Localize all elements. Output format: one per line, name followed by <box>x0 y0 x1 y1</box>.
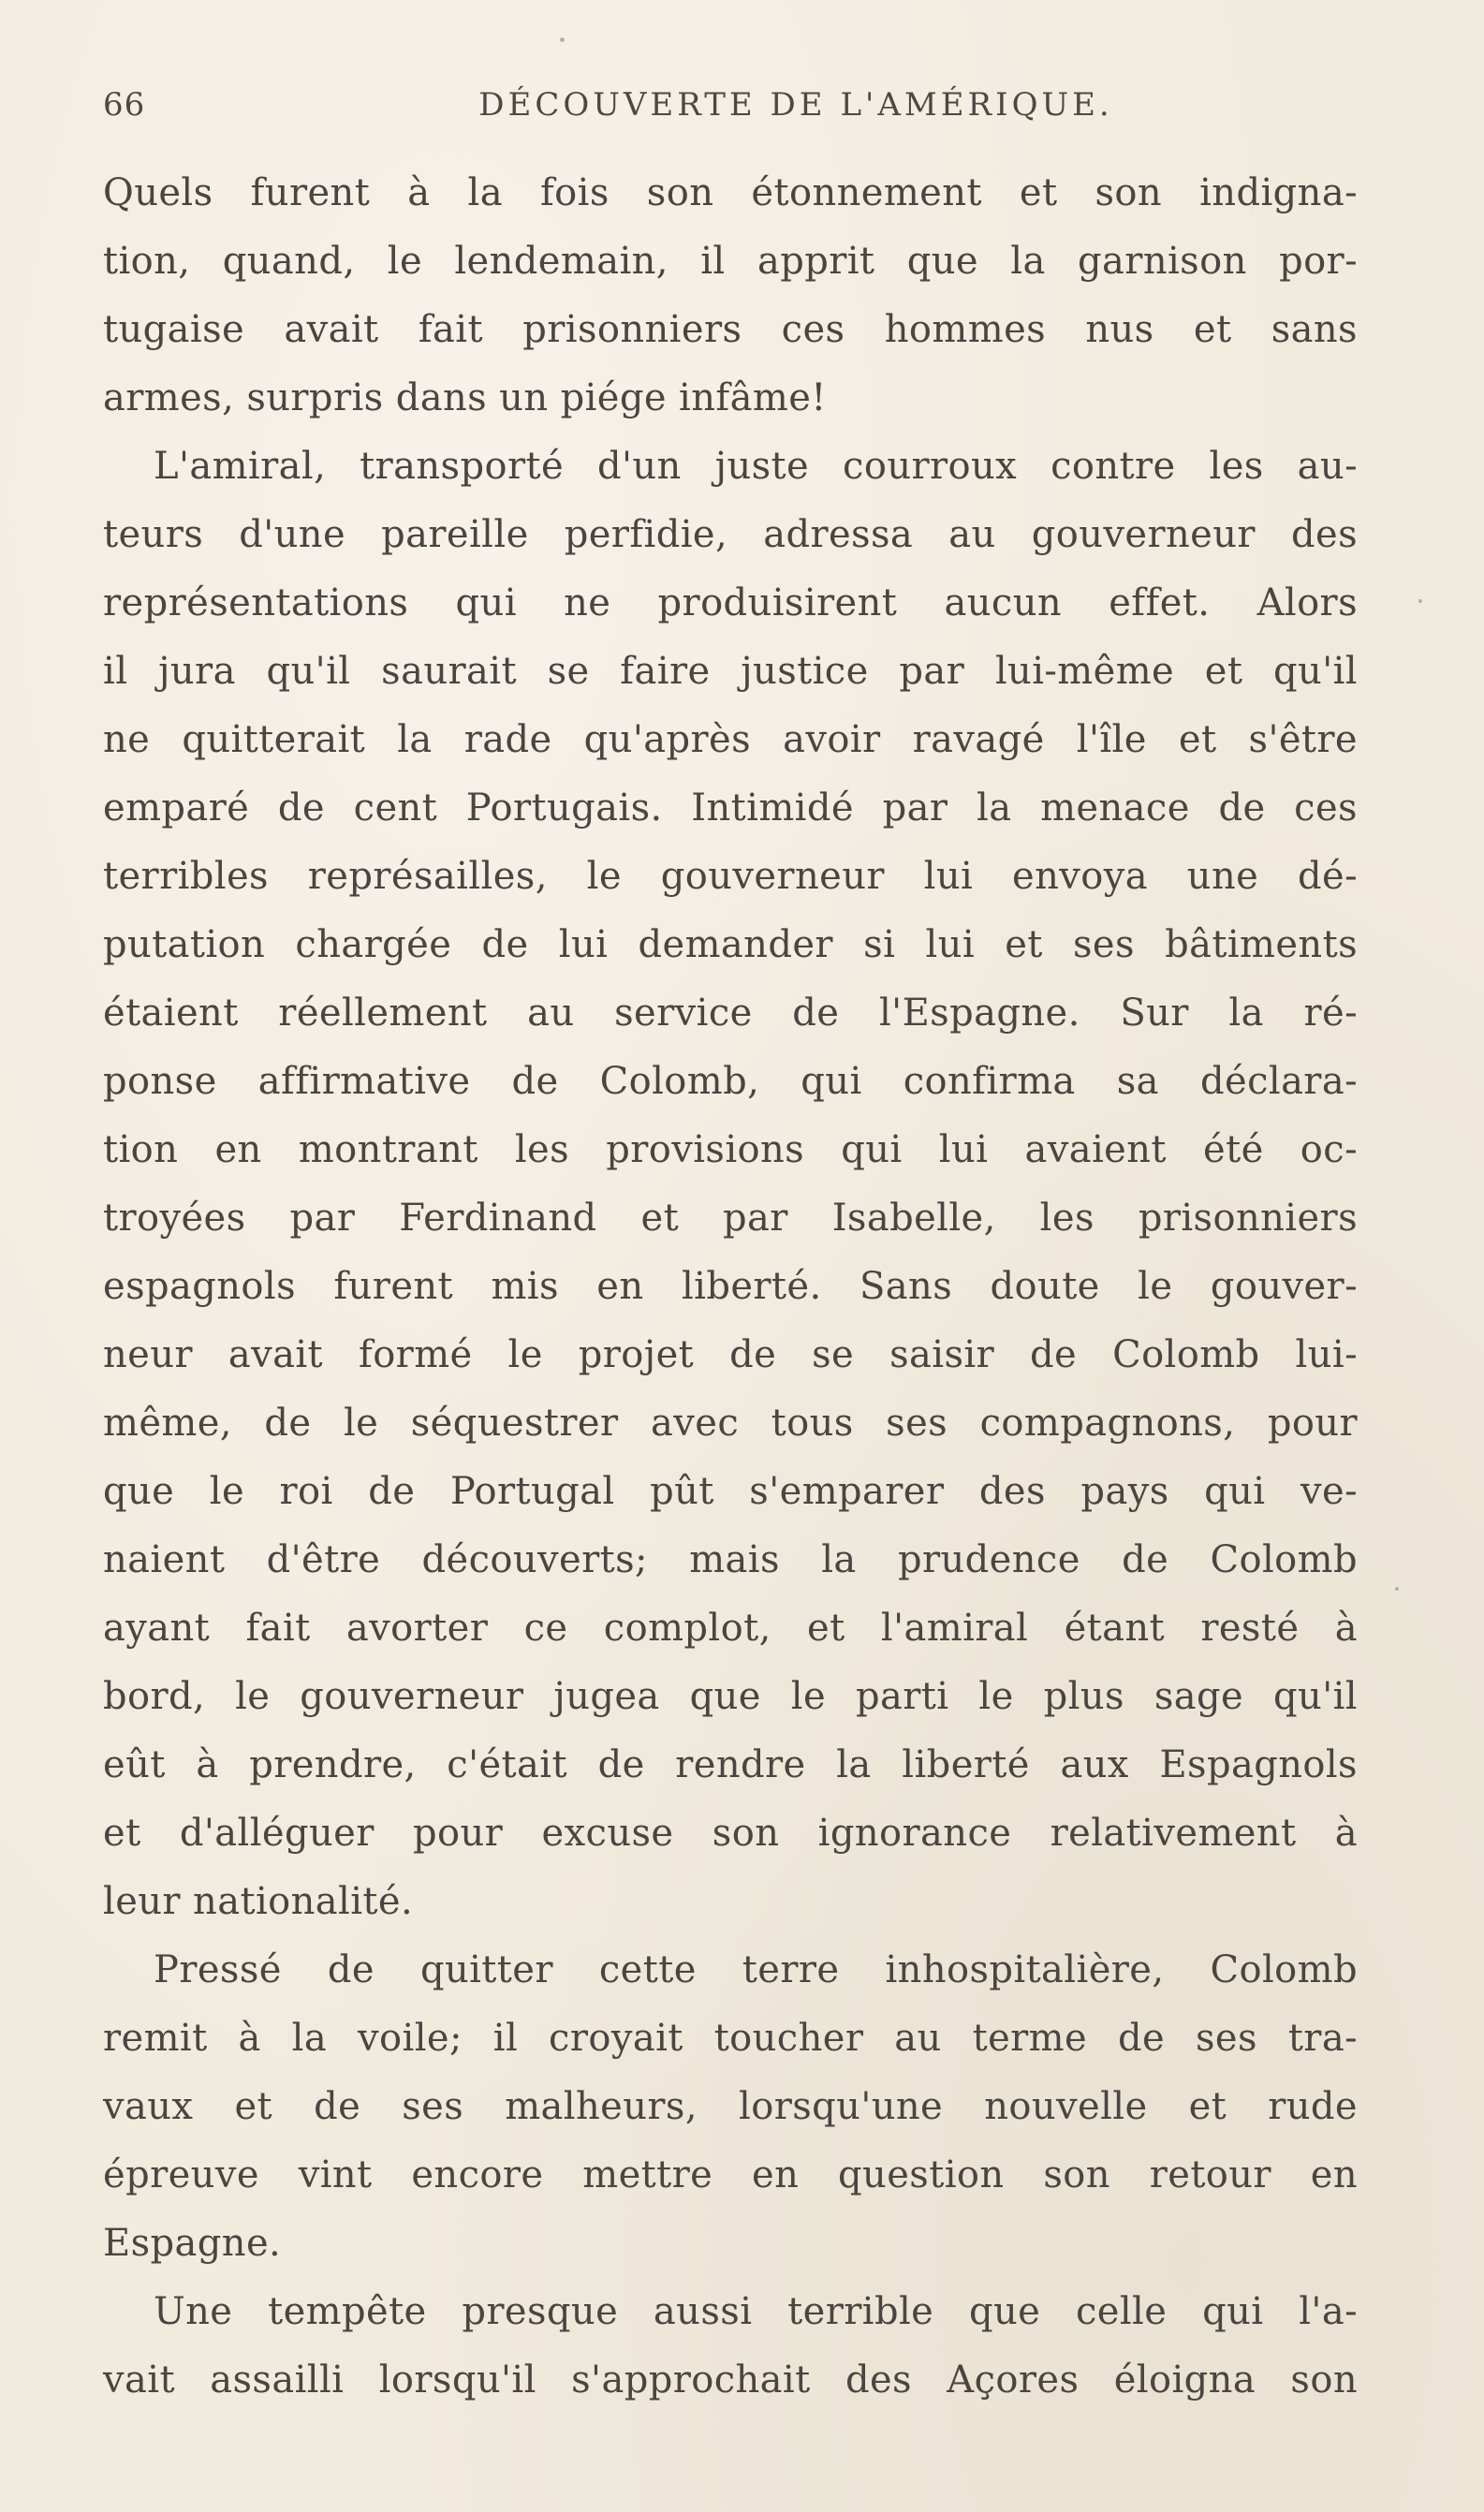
text-line: neur avait formé le projet de se saisir de Colomb lui- <box>103 1333 1358 1376</box>
text-line: que le roi de Portugal pût s'emparer des pays qui ve- <box>103 1470 1358 1513</box>
page-header <box>103 86 1358 142</box>
text-line: même, de le séquestrer avec tous ses compagnons, pour <box>103 1402 1358 1445</box>
text-line: tugaise avait fait prisonniers ces hommes nus et sans <box>103 308 1358 351</box>
running-title: DÉCOUVERTE DE L'AMÉRIQUE. <box>478 86 1113 124</box>
text-line: espagnols furent mis en liberté. Sans doute le gouver- <box>103 1265 1358 1308</box>
text-line: épreuve vint encore mettre en question son retour en <box>103 2153 1358 2196</box>
text-line: tion, quand, le lendemain, il apprit que la garnison por- <box>103 240 1358 283</box>
body-text <box>103 159 1358 2415</box>
text-line: armes, surpris dans un piége infâme! <box>103 376 827 419</box>
text-line: bord, le gouverneur jugea que le parti le plus sage qu'il <box>103 1675 1358 1718</box>
text-line: ne quitterait la rade qu'après avoir ravagé l'île et s'être <box>103 718 1358 761</box>
text-line: putation chargée de lui demander si lui et ses bâtiments <box>103 923 1358 966</box>
text-line: emparé de cent Portugais. Intimidé par la menace de ces <box>103 786 1358 830</box>
text-line: Une tempête presque aussi terrible que celle qui l'a- <box>154 2290 1358 2333</box>
text-line: représentations qui ne produisirent aucun effet. Alors <box>103 581 1358 624</box>
text-line: et d'alléguer pour excuse son ignorance relativement à <box>103 1812 1358 1855</box>
text-line: ayant fait avorter ce complot, et l'amiral étant resté à <box>103 1607 1358 1650</box>
text-line: leur nationalité. <box>103 1880 414 1923</box>
text-line: teurs d'une pareille perfidie, adressa au gouverneur des <box>103 513 1358 556</box>
text-line: ponse affirmative de Colomb, qui confirma sa déclara- <box>103 1060 1358 1103</box>
text-line: Quels furent à la fois son étonnement et son indigna- <box>103 171 1358 214</box>
page-number: 66 <box>103 86 146 124</box>
text-line: eût à prendre, c'était de rendre la liberté aux Espagnols <box>103 1743 1358 1786</box>
text-line: Pressé de quitter cette terre inhospitalière, Colomb <box>154 1948 1358 1991</box>
text-line: Espagne. <box>103 2222 282 2265</box>
paper-speck <box>1418 599 1422 603</box>
text-line: vait assailli lorsqu'il s'approchait des Açores éloigna son <box>103 2358 1358 2402</box>
text-line: remit à la voile; il croyait toucher au terme de ses tra- <box>103 2017 1358 2060</box>
text-line: terribles représailles, le gouverneur lui envoya une dé- <box>103 855 1358 898</box>
text-line: troyées par Ferdinand et par Isabelle, les prisonniers <box>103 1197 1358 1240</box>
paper-speck <box>1395 1587 1399 1591</box>
text-line: étaient réellement au service de l'Espagne. Sur la ré- <box>103 992 1358 1035</box>
text-line: il jura qu'il saurait se faire justice par lui-même et qu'il <box>103 650 1358 693</box>
text-line: L'amiral, transporté d'un juste courroux contre les au- <box>154 445 1358 488</box>
text-line: vaux et de ses malheurs, lorsqu'une nouvelle et rude <box>103 2085 1358 2128</box>
text-line: naient d'être découverts; mais la prudence de Colomb <box>103 1538 1358 1581</box>
text-line: tion en montrant les provisions qui lui avaient été oc- <box>103 1128 1358 1171</box>
paper-speck <box>560 37 565 42</box>
